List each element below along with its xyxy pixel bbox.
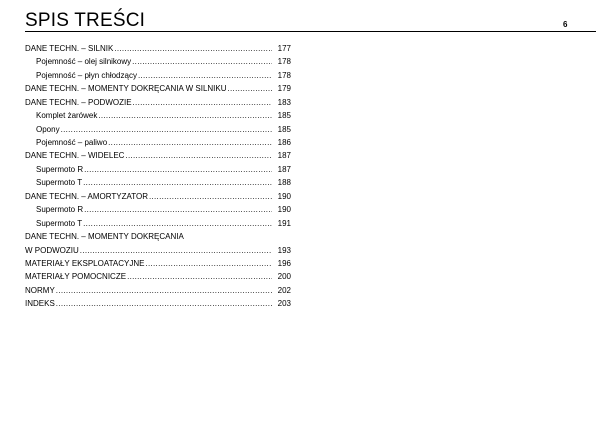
toc-entry-page: 203 xyxy=(277,299,291,309)
toc-entry-title: DANE TECHN. – MOMENTY DOKRĘCANIA W SILNIKU xyxy=(25,84,227,94)
toc-entry-title: Supermoto R xyxy=(36,205,84,215)
toc-dot-leader xyxy=(56,284,272,297)
toc-entry-page: 202 xyxy=(277,285,291,295)
toc-entry-page: 190 xyxy=(277,191,291,201)
toc-entry-page: 179 xyxy=(277,84,291,94)
toc-dot-leader xyxy=(83,217,272,230)
toc-entry-title: INDEKS xyxy=(25,299,55,309)
toc-subentry[interactable] xyxy=(25,203,291,216)
toc-entry-title-continuation: W PODWOZIU xyxy=(25,245,79,255)
toc-entry-title: DANE TECHN. – WIDELEC xyxy=(25,151,125,161)
toc-dot-leader xyxy=(108,136,272,149)
toc-entry-title: Opony xyxy=(36,124,60,134)
toc-dot-leader xyxy=(138,69,272,82)
toc-subentry[interactable] xyxy=(25,69,291,82)
toc-entry[interactable] xyxy=(25,257,291,270)
toc-dot-leader xyxy=(84,163,272,176)
toc-entry[interactable] xyxy=(25,284,291,297)
toc-dot-leader xyxy=(83,176,272,189)
toc-dot-leader xyxy=(228,82,272,95)
toc-dot-leader xyxy=(80,244,272,257)
toc-entry-page: 190 xyxy=(277,205,291,215)
toc-entry-title: Supermoto T xyxy=(36,178,83,188)
toc-entry-title: DANE TECHN. – SILNIK xyxy=(25,43,114,53)
toc-entry-page: 178 xyxy=(277,57,291,67)
header-divider xyxy=(25,31,596,32)
toc-dot-leader xyxy=(127,270,272,283)
toc-dot-leader xyxy=(132,55,272,68)
toc-entry-title: DANE TECHN. – MOMENTY DOKRĘCANIA xyxy=(25,232,184,242)
toc-entry[interactable] xyxy=(25,190,291,203)
toc-entry-title: Pojemność – płyn chłodzący xyxy=(36,70,137,80)
toc-entry[interactable] xyxy=(25,270,291,283)
toc-dot-leader xyxy=(98,109,272,122)
toc-subentry[interactable] xyxy=(25,109,291,122)
toc-entry-page: 200 xyxy=(277,272,291,282)
toc-entry[interactable] xyxy=(25,150,291,163)
toc-entry-page: 186 xyxy=(277,138,291,148)
toc-subentry[interactable] xyxy=(25,136,291,149)
toc-entry-title: DANE TECHN. – PODWOZIE xyxy=(25,97,132,107)
toc-subentry[interactable] xyxy=(25,123,291,136)
toc-subentry[interactable] xyxy=(25,217,291,230)
toc-entry[interactable] xyxy=(25,96,291,109)
toc-entry-page: 187 xyxy=(277,164,291,174)
toc-dot-leader xyxy=(145,257,272,270)
toc-entry[interactable] xyxy=(25,297,291,310)
table-of-contents xyxy=(25,42,291,311)
toc-subentry[interactable] xyxy=(25,176,291,189)
toc-subentry[interactable] xyxy=(25,55,291,68)
toc-entry-page: 193 xyxy=(277,245,291,255)
toc-entry-page: 183 xyxy=(277,97,291,107)
toc-dot-leader xyxy=(84,203,272,216)
toc-dot-leader xyxy=(133,96,272,109)
toc-entry-page: 185 xyxy=(277,111,291,121)
toc-entry-title: Pojemność – olej silnikowy xyxy=(36,57,132,67)
toc-entry-page: 196 xyxy=(277,258,291,268)
toc-entry[interactable] xyxy=(25,82,291,95)
toc-dot-leader xyxy=(114,42,272,55)
page-title: SPIS TREŚCI xyxy=(25,10,146,31)
toc-dot-leader xyxy=(56,297,272,310)
toc-entry[interactable] xyxy=(25,230,291,257)
toc-entry-page: 188 xyxy=(277,178,291,188)
toc-entry-page: 187 xyxy=(277,151,291,161)
toc-entry-title: Pojemność – paliwo xyxy=(36,138,108,148)
toc-entry-page: 191 xyxy=(277,218,291,228)
toc-dot-leader xyxy=(149,190,272,203)
toc-entry-page: 178 xyxy=(277,70,291,80)
page-number: 6 xyxy=(563,20,568,29)
toc-dot-leader xyxy=(125,150,272,163)
toc-entry-page: 185 xyxy=(277,124,291,134)
toc-entry-title: Komplet żarówek xyxy=(36,111,98,121)
toc-entry-title: Supermoto R xyxy=(36,164,84,174)
toc-entry-page: 177 xyxy=(277,43,291,53)
toc-entry-title: Supermoto T xyxy=(36,218,83,228)
toc-entry-title: NORMY xyxy=(25,285,55,295)
toc-entry-title: MATERIAŁY POMOCNICZE xyxy=(25,272,127,282)
toc-entry-title: DANE TECHN. – AMORTYZATOR xyxy=(25,191,148,201)
toc-entry[interactable] xyxy=(25,42,291,55)
toc-subentry[interactable] xyxy=(25,163,291,176)
toc-entry-title: MATERIAŁY EKSPLOATACYJNE xyxy=(25,258,145,268)
toc-dot-leader xyxy=(61,123,272,136)
